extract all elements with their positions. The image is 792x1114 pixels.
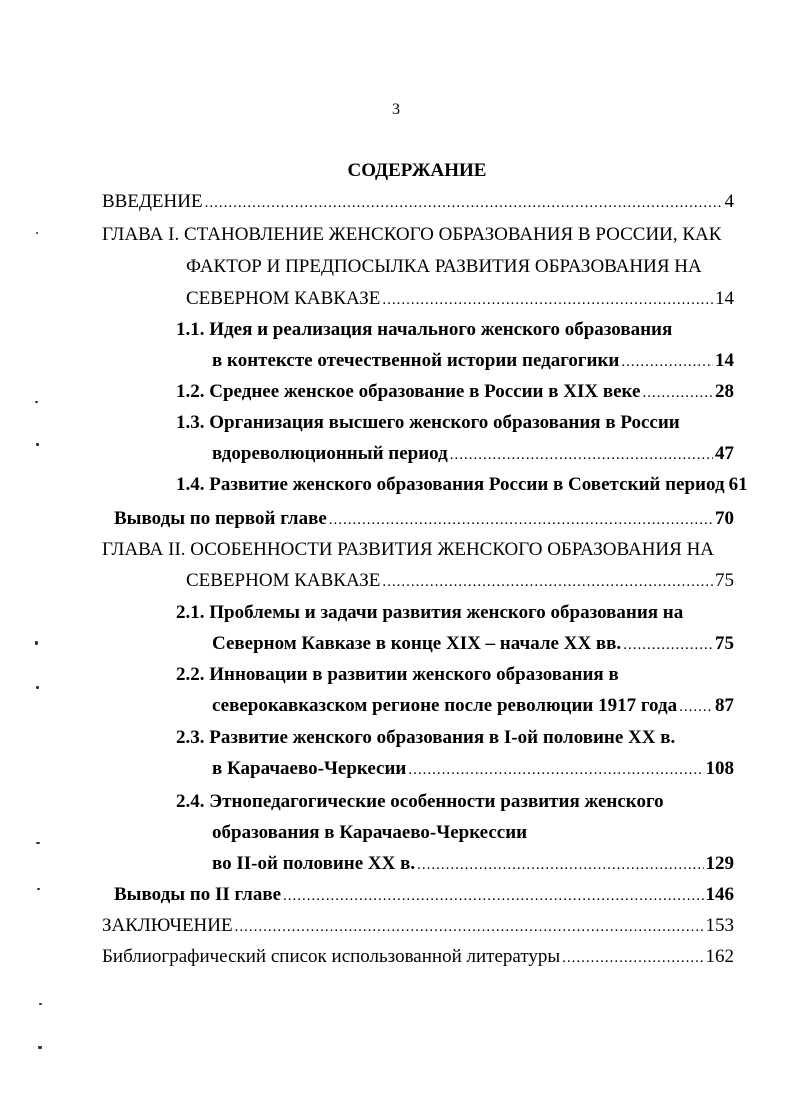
dot-leader (642, 379, 713, 407)
toc-page-number: 129 (705, 853, 734, 874)
toc-entry-label: ФАКТОР И ПРЕДПОСЫЛКА РАЗВИТИЯ ОБРАЗОВАНИЯ НА (186, 256, 702, 277)
toc-entry-label: Северном Кавказе в конце XIX – начале XX вв. (212, 633, 622, 654)
scan-speck (39, 1003, 42, 1005)
toc-entry-intro[interactable] (102, 188, 734, 216)
toc-entry-label: ЗАКЛЮЧЕНИЕ (102, 915, 233, 936)
toc-entry-2-4-line1[interactable] (176, 788, 664, 816)
toc-entry-bibliography[interactable] (102, 943, 734, 971)
toc-entry-chapter2-line1[interactable] (102, 536, 714, 564)
toc-entry-2-1-line1[interactable] (176, 599, 683, 627)
dot-leader (562, 944, 703, 972)
dot-leader (205, 189, 723, 217)
toc-page-number: 47 (715, 443, 734, 464)
page-title: СОДЕРЖАНИЕ (347, 160, 487, 181)
scan-speck (37, 888, 40, 890)
toc-entry-1-1-line2[interactable] (212, 347, 734, 375)
toc-entry-label: 2.4. Этнопедагогические особенности развития женского (176, 791, 664, 812)
toc-page-number: 14 (715, 288, 734, 309)
page-number: 3 (392, 101, 400, 118)
dot-leader (382, 286, 713, 314)
toc-entry-2-4-line2[interactable] (212, 819, 527, 847)
toc-entry-chapter1-line1[interactable] (102, 221, 721, 249)
toc-entry-label: ВВЕДЕНИЕ (102, 191, 203, 212)
toc-entry-2-4-line3[interactable] (212, 850, 734, 878)
toc-entry-label: в Карачаево-Черкесии (212, 758, 407, 779)
toc-entry-1-2[interactable] (176, 378, 734, 406)
toc-entry-label: 1.1. Идея и реализация начального женского образования (176, 319, 673, 340)
toc-page-number: 28 (715, 381, 734, 402)
scan-speck (36, 443, 39, 446)
toc-entry-2-1-line2[interactable] (212, 630, 734, 658)
toc-entry-label: во II-ой половине XX в. (212, 853, 416, 874)
toc-entry-2-2-line2[interactable] (212, 692, 734, 720)
toc-page-number: 162 (705, 946, 734, 967)
dot-leader (283, 882, 703, 910)
toc-entry-label: Библиографический список использованной литературы (102, 946, 561, 967)
dot-leader (329, 506, 713, 534)
toc-entry-label: ГЛАВА I. СТАНОВЛЕНИЕ ЖЕНСКОГО ОБРАЗОВАНИЯ В РОССИИ, КАК (102, 224, 722, 245)
toc-page-number: 146 (705, 884, 734, 905)
toc-entry-label: северокавказском регионе после революции 1917 года (212, 695, 678, 716)
toc-entry-label: Выводы по II главе (114, 884, 282, 905)
scan-speck (35, 401, 38, 403)
toc-page-number: 14 (715, 350, 734, 371)
toc-entry-chapter1-line3[interactable] (186, 285, 734, 313)
toc-page-number: 75 (715, 633, 734, 654)
dot-leader (235, 913, 704, 941)
toc-entry-label: СЕВЕРНОМ КАВКАЗЕ (186, 288, 381, 309)
toc-entry-label: вдореволюционный период (212, 443, 448, 464)
dot-leader (621, 348, 713, 376)
toc-entry-label: Выводы по первой главе (114, 508, 327, 529)
scan-speck (38, 1046, 42, 1049)
toc-entry-label: 2.2. Инновации в развитии женского образования в (176, 664, 619, 685)
dot-leader (623, 631, 713, 659)
dot-leader (417, 851, 703, 879)
toc-entry-label: 1.2. Среднее женское образование в России в XIX веке (176, 381, 641, 402)
toc-page-number: 87 (715, 695, 734, 716)
scan-speck (36, 232, 38, 234)
dot-leader (408, 756, 703, 784)
toc-entry-2-2-line1[interactable] (176, 661, 619, 689)
toc-entry-label: 1.4. Развитие женского образования России в Советский период (176, 474, 725, 495)
toc-entry-2-3-line2[interactable] (212, 755, 734, 783)
toc-page-number: 70 (715, 508, 734, 529)
toc-entry-label: образования в Карачаево-Черкессии (212, 822, 528, 843)
toc-entry-label: в контексте отечественной истории педагогики (212, 350, 620, 371)
toc-entry-1-1-line1[interactable] (176, 316, 672, 344)
toc-page-number: 75 (715, 570, 734, 591)
toc-entry-label: СЕВЕРНОМ КАВКАЗЕ (186, 570, 381, 591)
toc-entry-2-3-line1[interactable] (176, 724, 675, 752)
toc-entry-label: ГЛАВА II. ОСОБЕННОСТИ РАЗВИТИЯ ЖЕНСКОГО ОБРАЗОВАНИЯ НА (102, 539, 715, 560)
toc-entry-chapter2-line2[interactable] (186, 567, 734, 595)
toc-entry-label: 2.1. Проблемы и задачи развития женского образования на (176, 602, 684, 623)
toc-entry-1-4[interactable] (176, 471, 748, 499)
toc-entry-conclusion[interactable] (102, 912, 734, 940)
dot-leader (679, 693, 713, 721)
scan-speck (36, 686, 39, 689)
toc-page-number: 108 (705, 758, 734, 779)
toc-entry-label: 2.3. Развитие женского образования в I-ой половине XX в. (176, 727, 676, 748)
toc-page-number: 153 (705, 915, 734, 936)
dot-leader (382, 568, 713, 596)
toc-page-number: 4 (724, 191, 734, 212)
toc-entry-chapter1-line2[interactable] (186, 253, 702, 281)
toc-entry-conclusions-1[interactable] (114, 505, 734, 533)
scan-speck (35, 641, 38, 645)
toc-entry-label: 1.3. Организация высшего женского образования в России (176, 412, 680, 433)
toc-entry-conclusions-2[interactable] (114, 881, 734, 909)
scan-speck (36, 842, 40, 844)
dot-leader (450, 441, 713, 469)
toc-entry-1-3-line2[interactable] (212, 440, 734, 468)
toc-entry-1-3-line1[interactable] (176, 409, 680, 437)
toc-page-number: 61 (728, 474, 748, 495)
